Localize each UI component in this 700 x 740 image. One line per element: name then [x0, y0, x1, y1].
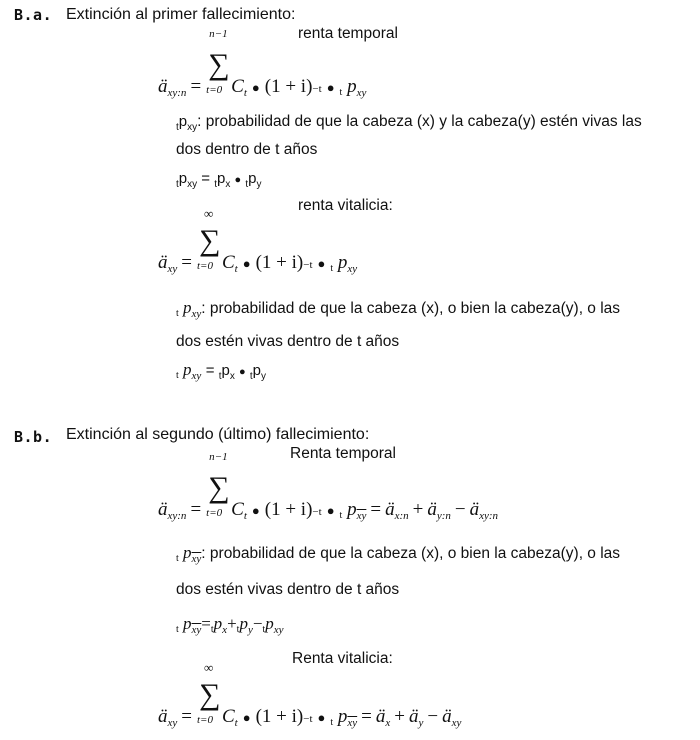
section-title-bb: Extinción al segundo (último) fallecimiento: — [66, 426, 370, 443]
paragraph-pxy-ba2-line1: t $p_{xy}$: probabilidad de que la cabeza (x), o bien la cabeza(y), o las — [176, 298, 621, 320]
section-label-bb: B.b. — [14, 428, 53, 446]
formula-bb-temporal: $ä_{xy:n}$ = ∑ n−1 t=0 $C_t$ ● (1 + i) −t ● t $p_{\overline{xy}}$ = $ä_{x:n}$ + $ä_{y:n}$ − $ä_{xy:n}$ — [158, 451, 499, 522]
section-label-ba: B.a. — [14, 6, 53, 24]
equation-pxy-product: $_tp_{xy} = _tp_x$ ● $_tp_y$ — [176, 170, 262, 190]
heading-renta-vitalicia-bb: Renta vitalicia: — [292, 650, 393, 667]
paragraph-pxy-ba-line2: dos dentro de t años — [176, 141, 318, 158]
formula-bb-vitalicia: $ä_{xy}$ = ∑ ∞ t=0 $C_t$ ● (1 + i) −t ● t $p_{\overline{xy}}$ = $ä_x$ + $ä_y$ − $ä_{xy}$ — [158, 660, 462, 729]
paragraph-pxy-bar-line1: t $p_{\overline{xy}}$: probabilidad de que la cabeza (x), o bien la cabeza(y), o las — [176, 543, 621, 565]
section-title-ba: Extinción al primer fallecimiento: — [66, 6, 296, 23]
formula-ba-vitalicia: $ä_{xy}$ = ∑ ∞ t=0 $C_t$ ● (1 + i) −t ● t $p_{xy}$ — [158, 206, 358, 275]
heading-renta-vitalicia-ba: renta vitalicia: — [298, 197, 393, 214]
heading-renta-temporal-ba: renta temporal — [298, 25, 398, 42]
heading-renta-temporal-bb: Renta temporal — [290, 445, 396, 462]
paragraph-pxy-ba2-line2: dos estén vivas dentro de t años — [176, 333, 400, 350]
equation-pxy-bar-sum: t $p_{\overline{xy}}=tp_x+tp_y-tp_{xy}$ — [176, 614, 284, 636]
formula-ba-temporal: $ä_{xy:n}$ = ∑ n−1 t=0 $C_t$ ● (1 + i) −t ● t $p_{xy}$ — [158, 28, 367, 99]
paragraph-pxy-ba-line1: $_tp_{xy}$: probabilidad de que la cabeza (x) y la cabeza(y) estén vivas las — [176, 113, 642, 133]
paragraph-pxy-bar-line2: dos estén vivas dentro de t años — [176, 581, 400, 598]
equation-pxy-product-2: t $p_{xy} = _tp_x$ ● $_tp_y$ — [176, 360, 266, 382]
